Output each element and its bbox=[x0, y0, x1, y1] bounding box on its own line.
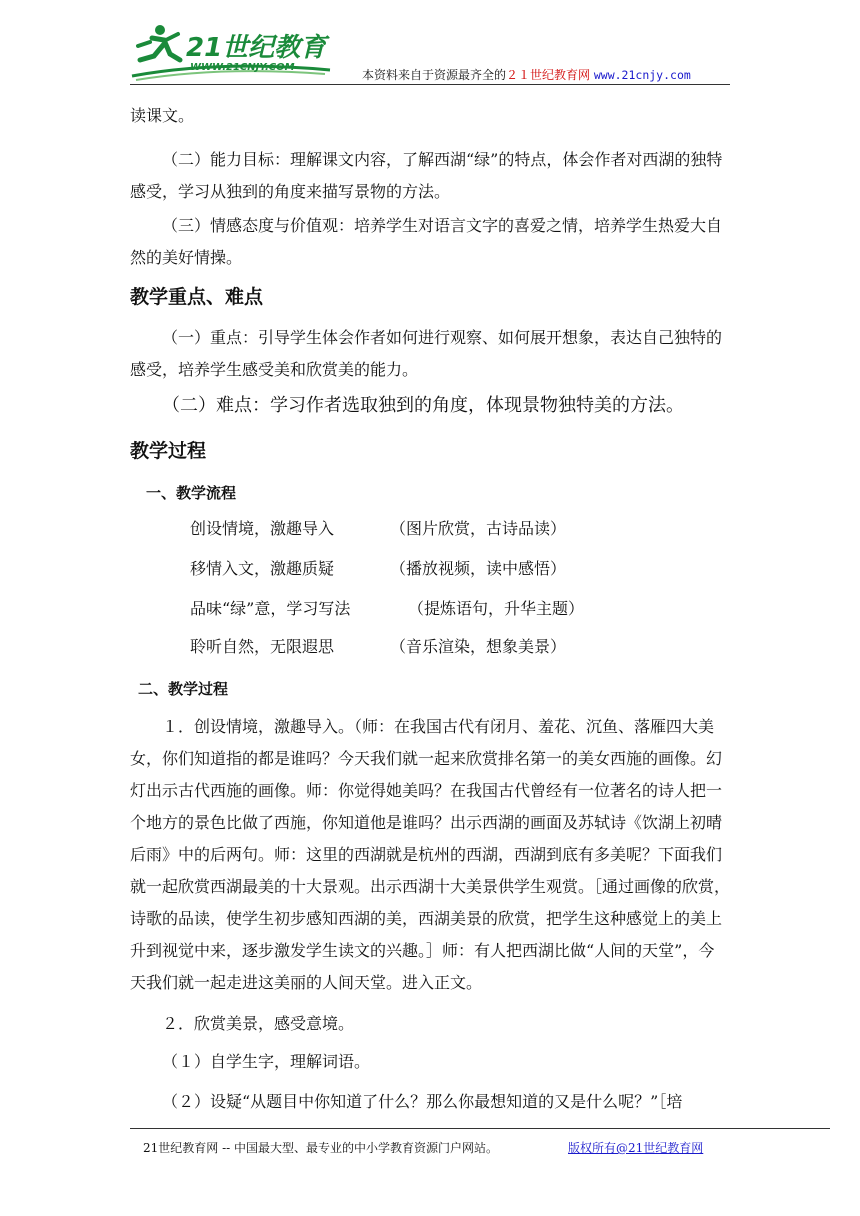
flow-note: （播放视频，读中感悟） bbox=[390, 559, 567, 578]
heading-process: 教学过程 bbox=[130, 440, 207, 462]
goal-emotion: （三）情感态度与价值观：培养学生对语言文字的喜爱之情，培养学生热爱大自然的美好情操。 bbox=[130, 216, 723, 267]
continued-line: 读课文。 bbox=[130, 106, 195, 125]
logo-url: WWW.21CNJY.COM bbox=[190, 62, 295, 73]
heading-key-points: 教学重点、难点 bbox=[130, 286, 264, 308]
logo-text: 21世纪教育 bbox=[186, 33, 327, 63]
goal-ability: （二）能力目标：理解课文内容，了解西湖“绿”的特点，体会作者对西湖的独特感受，学习从独到的角度来描写景物的方法。 bbox=[130, 150, 723, 201]
flow-note: （提炼语句，升华主题） bbox=[408, 599, 585, 618]
flow-step: 创设情境，激趣导入 bbox=[190, 519, 335, 538]
flow-row bbox=[190, 518, 567, 540]
flow-step: 聆听自然，无限遐思 bbox=[190, 637, 335, 656]
page-header bbox=[130, 20, 730, 84]
flow-row bbox=[190, 636, 567, 658]
source-prefix: 本资料来自于资源最齐全的 bbox=[362, 68, 507, 82]
sub-heading-flow: 一、教学流程 bbox=[146, 484, 237, 502]
header-source-line bbox=[362, 66, 691, 83]
footer-copyright-link[interactable]: 版权所有@21世纪教育网 bbox=[568, 1141, 704, 1155]
header-divider bbox=[130, 84, 730, 85]
flow-step: 移情入文，激趣质疑 bbox=[190, 559, 335, 578]
footer-slogan: 21世纪教育网 -- 中国最大型、最专业的中小学教育资源门户网站。 bbox=[143, 1141, 499, 1155]
footer-divider bbox=[130, 1128, 830, 1129]
runner-logo-icon bbox=[130, 20, 340, 82]
flow-step: 品味“绿”意，学习写法 bbox=[190, 599, 351, 618]
step-two-item-2: （２）设疑“从题目中你知道了什么？那么你最想知道的又是什么呢？”［培 bbox=[162, 1092, 683, 1111]
source-brand: ２１世纪教育网 bbox=[506, 68, 591, 82]
flow-note: （图片欣赏，古诗品读） bbox=[390, 519, 567, 538]
source-url[interactable]: www.21cnjy.com bbox=[593, 68, 691, 82]
site-logo[interactable] bbox=[130, 20, 340, 82]
flow-note: （音乐渲染，想象美景） bbox=[390, 637, 567, 656]
step-one-paragraph: １．创设情境，激趣导入。（师：在我国古代有闭月、羞花、沉鱼、落雁四大美女，你们知道指的都是谁吗？今天我们就一起来欣赏排名第一的美女西施的画像。幻灯出示古代西施的画像。师：你觉得她美吗？在我国古代曾经有一位著名的诗人把一个地方的景色比做了西施，你知道他是谁吗？出示西湖的画面及苏轼诗《饮湖上初晴后雨》中的后两句。师：这里的西湖就是杭州的西湖，西湖到底有多美呢？下面我们就一起欣赏西湖最美的十大景观。出示西湖十大美景供学生观赏。［通过画像的欣赏，诗歌的品读，使学生初步感知西湖的美，西湖美景的欣赏，把学生这种感觉上的美上升到视觉中来，逐步激发学生读文的兴趣。］师：有人把西湖比做“人间的天堂”，今天我们就一起走进这美丽的人间天堂。进入正文。 bbox=[130, 717, 731, 992]
flow-row bbox=[190, 558, 567, 580]
sub-heading-process: 二、教学过程 bbox=[138, 680, 229, 698]
flow-row bbox=[190, 598, 585, 620]
step-two-item-1: （１）自学生字，理解词语。 bbox=[162, 1052, 371, 1071]
step-two-heading: ２．欣赏美景，感受意境。 bbox=[162, 1014, 355, 1033]
key-point-difficulty: （二）难点：学习作者选取独到的角度，体现景物独特美的方法。 bbox=[162, 395, 684, 416]
key-point-focus: （一）重点：引导学生体会作者如何进行观察、如何展开想象，表达自己独特的感受，培养学生感受美和欣赏美的能力。 bbox=[130, 328, 723, 379]
